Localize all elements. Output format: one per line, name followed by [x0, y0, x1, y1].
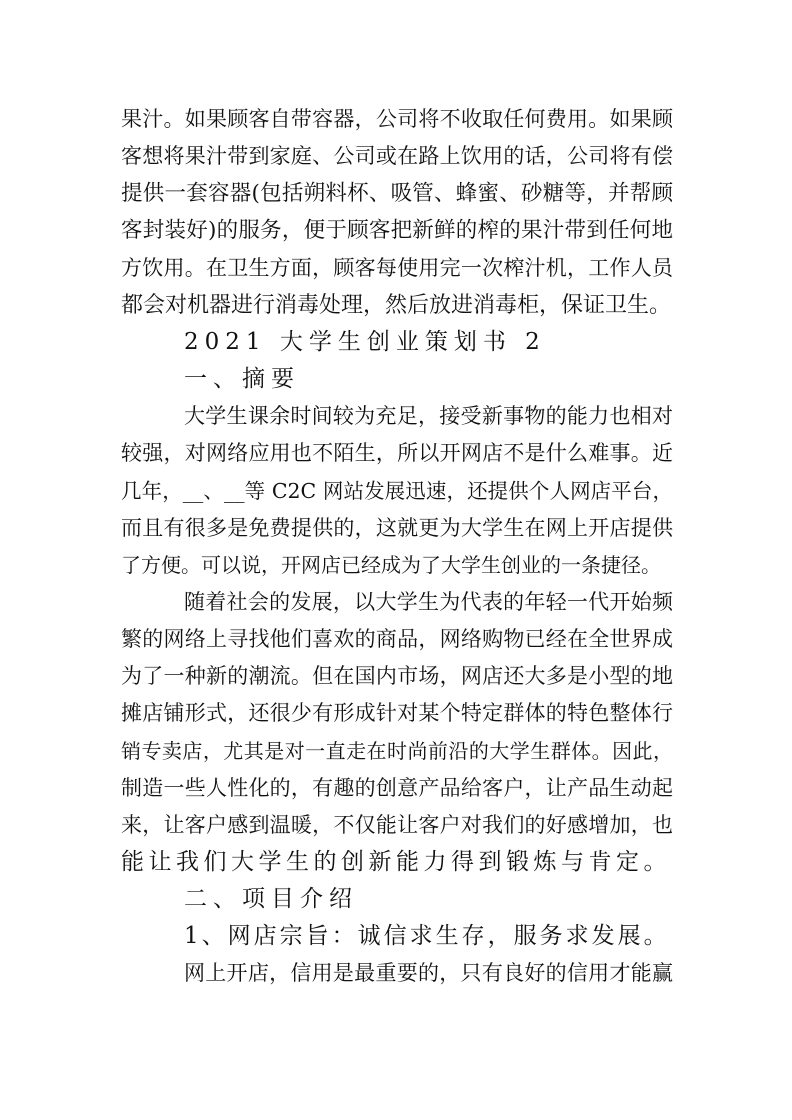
section-heading: 一、摘要	[184, 366, 300, 393]
paragraph-line: 为了一种新的潮流。但在国内市场，网店还大多是小型的地	[121, 664, 673, 689]
section-heading: 2021 大学生创业策划书 2	[184, 328, 546, 355]
paragraph-line: 提供一套容器(包括朔料杯、吸管、蜂蜜、砂糖等，并帮顾	[121, 181, 673, 207]
paragraph-line: 较强，对网络应用也不陌生，所以开网店不是什么难事。近	[121, 441, 673, 466]
paragraph-line: 都会对机器进行消毒处理，然后放进消毒柜，保证卫生。	[121, 292, 672, 318]
paragraph-line: 能让我们大学生的创新能力得到锻炼与肯定。	[121, 849, 671, 875]
paragraph-line: 方饮用。在卫生方面，顾客每使用完一次榨汁机，工作人员	[121, 255, 673, 280]
paragraph-line: 了方便。可以说，开网店已经成为了大学生创业的一条捷径。	[121, 552, 661, 577]
paragraph-line: 大学生课余时间较为充足，接受新事物的能力也相对	[184, 404, 673, 429]
paragraph-line: 网上开店，信用是最重要的，只有良好的信用才能赢	[184, 961, 673, 986]
paragraph-line: 销专卖店，尤其是对一直走在时尚前沿的大学生群体。因此，	[121, 738, 673, 763]
paragraph-line: 随着社会的发展，以大学生为代表的年轻一代开始频	[184, 589, 673, 614]
section-heading: 1、网店宗旨：诚信求生存，服务求发展。	[184, 923, 670, 950]
paragraph-line: 而且有很多是免费提供的，这就更为大学生在网上开店提供	[121, 515, 673, 540]
paragraph-line: 客想将果汁带到家庭、公司或在路上饮用的话，公司将有偿	[121, 144, 673, 169]
paragraph-line: 几年，__、__等 C2C 网站发展迅速，还提供个人网店平台，	[121, 478, 673, 503]
paragraph-line: 繁的网络上寻找他们喜欢的商品，网络购物已经在全世界成	[121, 627, 673, 652]
paragraph-line: 客封装好)的服务，便于顾客把新鲜的榨的果汁带到任何地	[121, 218, 673, 244]
paragraph-line: 果汁。如果顾客自带容器，公司将不收取任何费用。如果顾	[121, 107, 673, 131]
paragraph-line: 摊店铺形式，还很少有形成针对某个特定群体的特色整体行	[121, 701, 673, 726]
section-heading: 二、项目介绍	[184, 886, 358, 913]
paragraph-line: 制造一些人性化的，有趣的创意产品给客户，让产品生动起	[121, 775, 673, 800]
paragraph-line: 来，让客户感到温暖，不仅能让客户对我们的好感增加，也	[121, 812, 673, 837]
